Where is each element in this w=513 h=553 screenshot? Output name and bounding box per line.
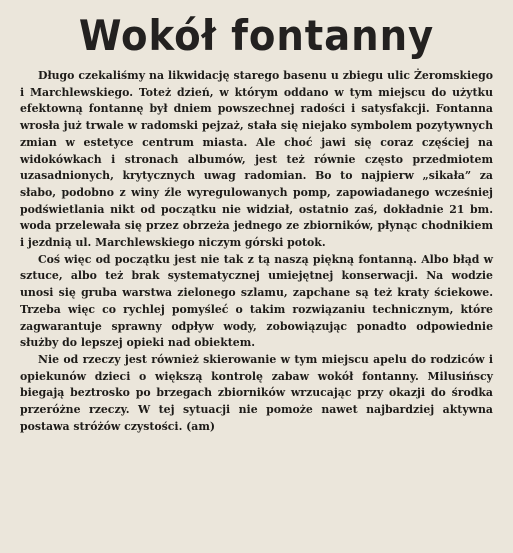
article-paragraph-1: Długo czekaliśmy na likwidację starego basenu u zbiegu ulic Żeromskiego i Marchlewskiego. Toteż dzień, w którym oddano w tym miejscu do użytku efektowną fontannę był dniem powszechnej radości i satysfakcji. Fontanna wrosła już trwale w radomski pejzaż, stała się niejako symbolem pozytywnych zmian w estetyce centrum miasta. Ale choć jawi się coraz częściej na widokówkach i stronach albumów, jest też równie często przedmiotem uzasadnionych, krytycznych uwag radomian. Bo to najpierw „sikała” za słabo, podobno z winy źle wyregulowanych pomp, zapowiadanego wcześniej podświetlania nikt od początku nie widział, ostatnio zaś, dokładnie 21 bm. woda przelewała się przez obrzeża jednego ze zbiorników, płynąc chodnikiem i jezdnią ul. Marchlewskiego niczym górski potok. (20, 69, 493, 250)
article-headline: Wokół fontanny (78, 11, 435, 60)
article-paragraph-3: Nie od rzeczy jest również skierowanie w tym miejscu apelu do rodziców i opiekunów dzieci o większą kontrolę zabaw wokół fontanny. Milusińscy biegają beztrosko po brzegach zbiorników wrzucając przy okazji do środka przeróżne rzeczy. W tej sytuacji nie pomoże nawet najbardziej aktywna postawa stróżów czystości. (am) (20, 352, 493, 433)
article-paragraph-2: Coś więc od początku jest nie tak z tą naszą piękną fontanną. Albo błąd w sztuce, albo też brak systematycznej umiejętnej konserwacji. Na wodzie unosi się gruba warstwa zielonego szlamu, zapchane są też kraty ściekowe. Trzeba więc co rychlej pomyśleć o takim rozwiązaniu technicznym, które zagwarantuje sprawny odpływ wody, zobowiązując ponadto odpowiednie służby do lepszej opieki nad obiektem. (20, 252, 493, 350)
article-body (20, 68, 493, 435)
